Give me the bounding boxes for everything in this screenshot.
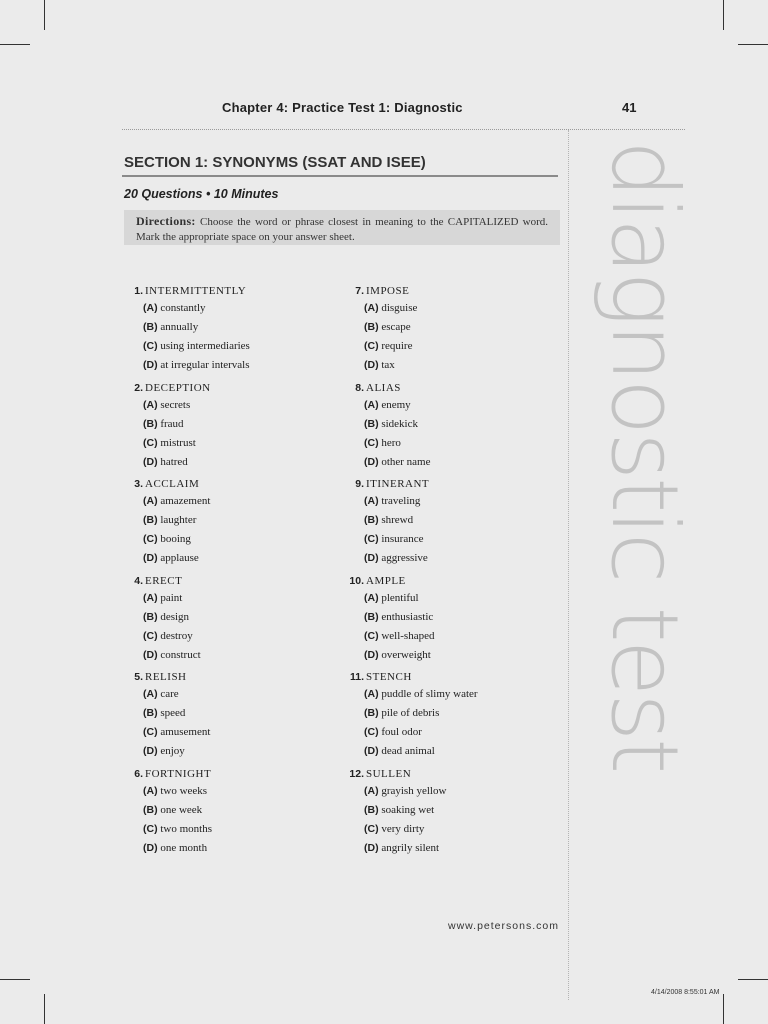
choice-letter: (B): [364, 803, 379, 816]
answer-choice: [143, 687, 344, 706]
choice-letter: (B): [364, 417, 379, 430]
question-item: [124, 574, 344, 671]
question-word: IMPOSE: [366, 285, 410, 297]
choice-letter: (C): [143, 533, 158, 546]
crop-mark: [0, 44, 30, 45]
side-tab: [591, 140, 698, 810]
answer-choice: [364, 551, 565, 570]
choice-text: dead animal: [381, 745, 435, 758]
question-word: INTERMITTENTLY: [145, 285, 247, 297]
choice-letter: (A): [143, 688, 158, 701]
answer-choice: [143, 301, 344, 320]
section-title: SECTION 1: SYNONYMS (SSAT AND ISEE): [124, 154, 426, 171]
question-item: [124, 767, 344, 864]
choice-text: sidekick: [381, 417, 418, 430]
question-stem: [124, 670, 344, 687]
print-timestamp: 4/14/2008 8:55:01 AM: [651, 989, 720, 996]
choice-text: amusement: [160, 726, 211, 739]
crop-mark: [723, 0, 724, 30]
choice-letter: (D): [364, 745, 379, 758]
choice-letter: (D): [364, 648, 379, 661]
choice-text: other name: [381, 455, 431, 468]
question-column-left: [124, 284, 344, 864]
section-subtitle: 20 Questions • 10 Minutes: [124, 187, 279, 201]
choice-letter: (C): [143, 629, 158, 642]
choice-text: insurance: [381, 533, 424, 546]
answer-choice: [143, 494, 344, 513]
choice-text: shrewd: [381, 514, 414, 527]
choice-text: constantly: [160, 302, 206, 314]
answer-choice: [143, 455, 344, 474]
answer-choice: [364, 398, 565, 417]
question-stem: [345, 284, 565, 301]
choice-letter: (A): [143, 784, 158, 797]
answer-choice: [364, 784, 565, 803]
choice-text: secrets: [160, 398, 191, 411]
question-item: [345, 477, 565, 574]
answer-choice: [143, 436, 344, 455]
question-word: FORTNIGHT: [145, 767, 212, 780]
choice-text: one month: [160, 841, 208, 854]
question-stem: [124, 381, 344, 398]
choice-text: require: [381, 340, 413, 352]
crop-mark: [723, 994, 724, 1024]
answer-choice: [364, 436, 565, 455]
choice-text: enthusiastic: [381, 610, 434, 623]
choice-text: puddle of slimy water: [381, 688, 478, 701]
question-item: [124, 381, 344, 478]
answer-choice: [143, 591, 344, 610]
answer-choice: [143, 841, 344, 860]
choice-letter: (B): [143, 610, 158, 623]
choice-text: well-shaped: [381, 629, 435, 642]
choice-letter: (C): [364, 340, 379, 352]
choice-text: aggressive: [381, 552, 428, 565]
answer-choice: [143, 398, 344, 417]
question-word: RELISH: [145, 671, 187, 684]
choice-letter: (D): [364, 841, 379, 854]
choice-letter: (C): [143, 822, 158, 835]
choice-text: enjoy: [160, 745, 185, 758]
choice-letter: (C): [364, 629, 379, 642]
question-stem: [345, 381, 565, 398]
choice-letter: (A): [143, 398, 158, 411]
answer-choice: [143, 822, 344, 841]
answer-choice: [143, 648, 344, 667]
choice-letter: (D): [364, 359, 379, 371]
choice-letter: (D): [143, 745, 158, 758]
choice-letter: (C): [364, 822, 379, 835]
choice-text: mistrust: [160, 436, 196, 449]
crop-mark: [0, 979, 30, 980]
answer-choice: [364, 687, 565, 706]
question-number: 8.: [355, 381, 364, 394]
choice-letter: (A): [364, 398, 379, 411]
question-item: [345, 381, 565, 478]
choice-text: pile of debris: [381, 707, 440, 720]
choice-text: traveling: [381, 495, 421, 508]
choice-letter: (D): [143, 841, 158, 854]
choice-text: care: [160, 688, 179, 701]
choice-text: foul odor: [381, 726, 422, 739]
choice-text: one week: [160, 803, 203, 816]
question-number: 7.: [355, 285, 364, 297]
answer-choice: [143, 339, 344, 358]
choice-text: soaking wet: [381, 803, 435, 816]
choice-text: speed: [160, 707, 186, 720]
answer-choice: [364, 455, 565, 474]
answer-choice: [364, 725, 565, 744]
choice-letter: (D): [143, 648, 158, 661]
question-number: 1.: [134, 285, 143, 297]
question-item: [345, 767, 565, 864]
question-number: 2.: [134, 381, 143, 394]
question-number: 4.: [134, 574, 143, 587]
choice-letter: (B): [143, 417, 158, 430]
answer-choice: [364, 358, 565, 377]
choice-letter: (A): [143, 591, 158, 604]
page-number: 41: [622, 100, 637, 115]
answer-choice: [364, 417, 565, 436]
answer-choice: [364, 841, 565, 860]
answer-choice: [143, 513, 344, 532]
choice-letter: (A): [364, 688, 379, 701]
answer-choice: [364, 513, 565, 532]
choice-letter: (B): [364, 321, 379, 333]
choice-letter: (A): [143, 495, 158, 508]
header-divider: [122, 129, 685, 130]
answer-choice: [364, 610, 565, 629]
choice-letter: (B): [143, 514, 158, 527]
question-number: 5.: [134, 671, 143, 684]
choice-letter: (B): [143, 707, 158, 720]
choice-text: annually: [160, 321, 199, 333]
answer-choice: [364, 648, 565, 667]
answer-choice: [143, 629, 344, 648]
side-label: diagnostic test: [591, 140, 698, 772]
answer-choice: [143, 610, 344, 629]
choice-text: hatred: [160, 455, 188, 468]
choice-text: applause: [160, 552, 199, 565]
choice-letter: (B): [143, 803, 158, 816]
answer-choice: [143, 725, 344, 744]
answer-choice: [364, 803, 565, 822]
choice-text: amazement: [160, 495, 211, 508]
answer-choice: [143, 744, 344, 763]
choice-text: two months: [160, 822, 212, 835]
question-stem: [345, 767, 565, 784]
choice-text: fraud: [160, 417, 184, 430]
choice-letter: (C): [143, 436, 158, 449]
chapter-title: Chapter 4: Practice Test 1: Diagnostic: [222, 100, 463, 115]
choice-letter: (C): [364, 726, 379, 739]
choice-letter: (D): [143, 552, 158, 565]
answer-choice: [143, 784, 344, 803]
directions-text: Choose the word or phrase closest in meaning to the CAPITALIZED word. Mark the appropriate space on your answer sheet.: [136, 216, 549, 243]
choice-text: hero: [381, 436, 401, 449]
choice-text: angrily silent: [381, 841, 440, 854]
choice-letter: (A): [143, 302, 158, 314]
choice-letter: (D): [143, 359, 158, 371]
choice-text: very dirty: [381, 822, 425, 835]
question-stem: [345, 574, 565, 591]
question-number: 3.: [134, 478, 143, 491]
choice-text: tax: [381, 359, 395, 371]
crop-mark: [44, 994, 45, 1024]
choice-text: laughter: [160, 514, 197, 527]
question-word: SULLEN: [366, 767, 412, 780]
choice-letter: (A): [364, 784, 379, 797]
answer-choice: [364, 320, 565, 339]
choice-letter: (D): [364, 455, 379, 468]
choice-letter: (B): [364, 610, 379, 623]
answer-choice: [364, 629, 565, 648]
question-item: [345, 670, 565, 767]
section-divider: [122, 175, 558, 177]
choice-text: plentiful: [381, 591, 419, 604]
question-item: [124, 477, 344, 574]
question-item: [345, 574, 565, 671]
question-word: ITINERANT: [366, 478, 430, 491]
footer-url: www.petersons.com: [448, 920, 559, 932]
directions-box: [124, 210, 560, 245]
question-word: ERECT: [145, 574, 183, 587]
choice-letter: (A): [364, 591, 379, 604]
answer-choice: [143, 532, 344, 551]
question-stem: [124, 477, 344, 494]
question-word: ALIAS: [366, 381, 401, 394]
choice-letter: (C): [364, 436, 379, 449]
question-stem: [124, 767, 344, 784]
choice-letter: (C): [143, 726, 158, 739]
answer-choice: [364, 494, 565, 513]
question-column-right: [345, 284, 565, 864]
answer-choice: [143, 706, 344, 725]
question-word: ACCLAIM: [145, 478, 200, 491]
choice-text: escape: [381, 321, 411, 333]
choice-letter: (C): [364, 533, 379, 546]
answer-choice: [143, 803, 344, 822]
directions-label: Directions:: [136, 214, 196, 228]
question-number: 10.: [349, 574, 364, 587]
choice-text: enemy: [381, 398, 411, 411]
choice-text: grayish yellow: [381, 784, 447, 797]
question-stem: [124, 284, 344, 301]
choice-text: using intermediaries: [160, 340, 250, 352]
answer-choice: [143, 320, 344, 339]
choice-text: booing: [160, 533, 191, 546]
choice-text: destroy: [160, 629, 193, 642]
question-stem: [345, 670, 565, 687]
choice-text: design: [160, 610, 190, 623]
crop-mark: [738, 44, 768, 45]
answer-choice: [364, 744, 565, 763]
crop-mark: [44, 0, 45, 30]
choice-letter: (B): [364, 707, 379, 720]
choice-letter: (C): [143, 340, 158, 352]
answer-choice: [364, 822, 565, 841]
answer-choice: [364, 591, 565, 610]
question-number: 12.: [349, 767, 364, 780]
choice-letter: (D): [143, 455, 158, 468]
choice-text: disguise: [381, 302, 418, 314]
answer-choice: [364, 706, 565, 725]
question-item: [124, 284, 344, 381]
question-word: STENCH: [366, 671, 412, 684]
choice-text: two weeks: [160, 784, 208, 797]
choice-letter: (B): [364, 514, 379, 527]
answer-choice: [364, 532, 565, 551]
choice-text: paint: [160, 591, 183, 604]
question-number: 6.: [134, 767, 143, 780]
answer-choice: [364, 301, 565, 320]
crop-mark: [738, 979, 768, 980]
choice-text: overweight: [381, 648, 431, 661]
choice-letter: (D): [364, 552, 379, 565]
answer-choice: [364, 339, 565, 358]
choice-text: at irregular intervals: [160, 359, 250, 371]
choice-letter: (A): [364, 495, 379, 508]
question-number: 11.: [349, 671, 364, 684]
answer-choice: [143, 551, 344, 570]
answer-choice: [143, 417, 344, 436]
question-item: [124, 670, 344, 767]
choice-letter: (A): [364, 302, 379, 314]
question-number: 9.: [355, 478, 364, 491]
answer-choice: [143, 358, 344, 377]
question-stem: [124, 574, 344, 591]
question-word: DECEPTION: [145, 381, 211, 394]
question-stem: [345, 477, 565, 494]
question-word: AMPLE: [366, 574, 406, 587]
side-divider: [568, 130, 569, 1000]
choice-text: construct: [160, 648, 201, 661]
question-item: [345, 284, 565, 381]
choice-letter: (B): [143, 321, 158, 333]
